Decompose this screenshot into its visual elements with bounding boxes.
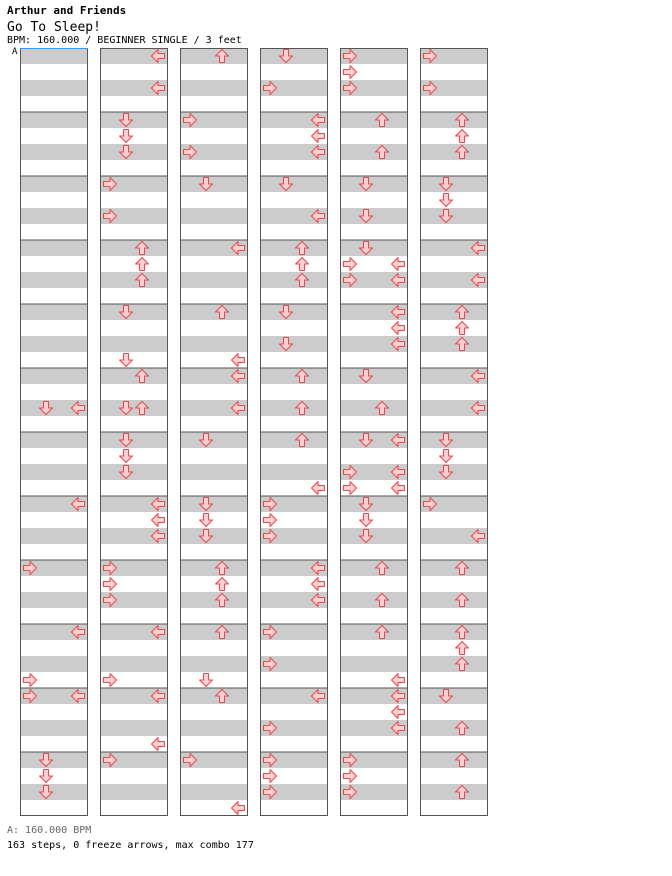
bpm-legend: A: 160.000 BPM	[7, 825, 92, 836]
chart-column	[180, 48, 248, 816]
bpm-marker: A	[12, 47, 18, 57]
chart-column	[420, 48, 488, 816]
artist-name: Arthur and Friends	[7, 4, 127, 17]
chart-stats: 163 steps, 0 freeze arrows, max combo 177	[7, 840, 254, 851]
chart-info: BPM: 160.000 / BEGINNER SINGLE / 3 feet	[7, 35, 242, 46]
song-title: Go To Sleep!	[7, 20, 101, 35]
